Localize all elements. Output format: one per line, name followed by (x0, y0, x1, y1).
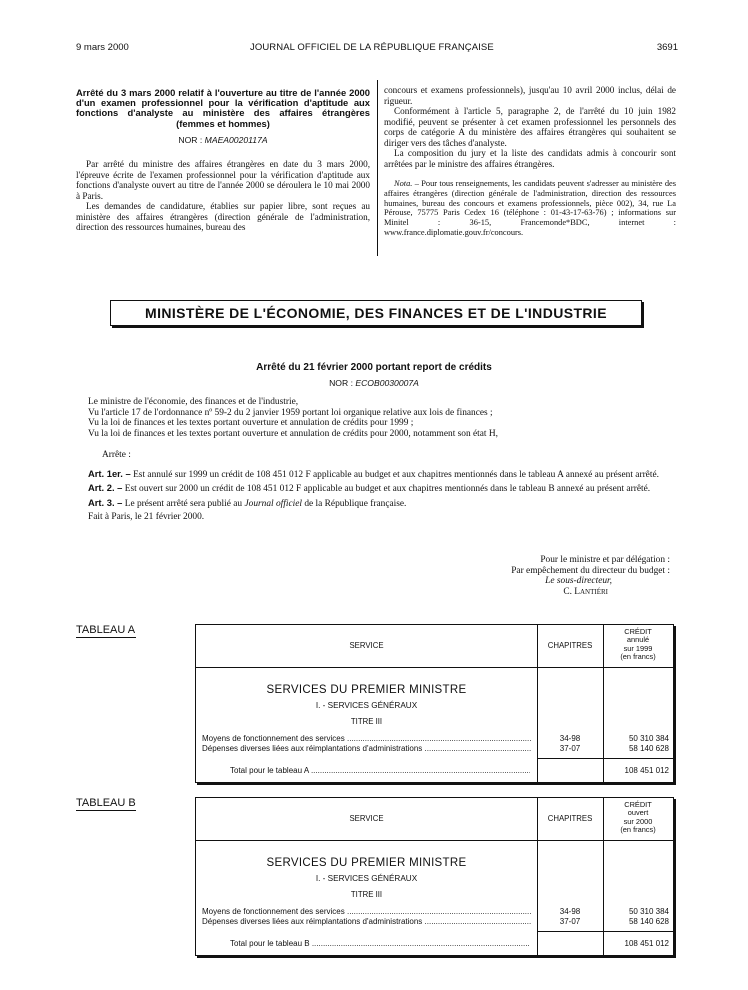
arrete1-nor-code: MAEA0020117A (204, 134, 268, 145)
arrete1-note (384, 179, 676, 238)
tableau-a (195, 624, 674, 783)
header-date: 9 mars 2000 (76, 42, 129, 53)
visa-2: Vu l'article 17 de l'ordonnance nº 59-2 du 2 janvier 1959 portant loi organique relative aux lois de finances ; (88, 407, 493, 418)
table-row (196, 734, 673, 744)
total-separator (537, 931, 673, 932)
arrete2-nor-code: ECOB0030007A (355, 378, 419, 388)
signature-line-1: Pour le ministre et par délégation : (540, 555, 670, 565)
table-row (196, 744, 673, 754)
visa-4: Vu la loi de finances et les textes portant ouverture et annulation de crédits pour 2000, notamment son état H, (88, 428, 498, 439)
section-titre: TITRE III (350, 890, 383, 899)
article-1 (88, 469, 680, 481)
article-3-text-a: Le présent arrêté sera publié au (122, 498, 245, 509)
arrete2-nor-label: NOR : (329, 378, 353, 388)
arrete1-paragraph-2: Les demandes de candidature, établies sur papier libre, sont reçues au ministère des affaires étrangères (direction générale de l'administration, direction des ressources humaines, bureau des (76, 201, 370, 233)
article-1-label: Art. 1er. – (88, 467, 131, 479)
arrete1-title: Arrêté du 3 mars 2000 relatif à l'ouverture au titre de l'année 2000 d'un examen professionnel pour la vérification d'aptitude aux fonctions d'analyste au ministère des affaires étrangères (femmes et hommes) (76, 87, 370, 129)
tableau-b-label: TABLEAU B (76, 797, 136, 809)
row-chapitre: 34-98 (559, 907, 581, 916)
note-text: – Pour tous renseignements, les candidats peuvent s'adresser au ministère des affaires étrangères (direction générale de l'administration, direction des ressources humaines, bureau des concours et examens professionnels, pièce 002), 34, rue La Pérouse, 75775 Paris Cedex 16 (téléphone : 01-43-17-63-76) ; informations sur Minitel : 36-15, Francemonde*BDC, internet : www.france.diplomatie.gouv.fr/concours. (384, 179, 676, 237)
credit-header-line: ouvert (627, 808, 649, 818)
header-page-number: 3691 (656, 42, 678, 53)
section-title: SERVICES DU PREMIER MINISTRE (266, 857, 467, 869)
column-header-service: SERVICE (349, 641, 384, 650)
arrete1-right-column (384, 85, 676, 238)
column-header-chapitres: CHAPITRES (547, 641, 593, 650)
credit-header-line: CRÉDIT (624, 627, 652, 636)
row-label: Moyens de fonctionnement des services ..... (202, 734, 532, 743)
table-row (196, 907, 673, 917)
article-2-text: Est ouvert sur 2000 un crédit de 108 451 012 F applicable au budget et aux chapitres mentionnés dans le tableau B annexé au présent arrêté. (122, 484, 651, 494)
row-label: Dépenses diverses liées aux réimplantations d'administrations ..... (202, 917, 532, 926)
arrete1-nor-label: NOR : (178, 134, 203, 145)
credit-header-line: CRÉDIT (624, 800, 652, 809)
row-chapitre: 37-07 (559, 917, 581, 926)
article-2-label: Art. 2. – (88, 482, 123, 493)
arrete2-nor (0, 378, 748, 388)
row-montant: 58 140 628 (628, 917, 669, 926)
row-chapitre: 37-07 (559, 744, 581, 753)
column-divider (377, 80, 378, 256)
column-header-service: SERVICE (349, 814, 384, 823)
article-3 (88, 498, 680, 510)
arrete-word: Arrête : (102, 450, 131, 460)
arrete2-title: Arrêté du 21 février 2000 portant report de crédits (256, 362, 492, 373)
ministry-banner (110, 300, 642, 326)
signature-block (400, 555, 670, 597)
article-1-text: Est annulé sur 1999 un crédit de 108 451 012 F applicable au budget et aux chapitres mentionnés dans le tableau A annexé au présent arrêté. (130, 469, 659, 480)
fait-a-paris: Fait à Paris, le 21 février 2000. (88, 512, 205, 522)
signature-name: C. Lantiéri (563, 586, 608, 597)
row-montant: 50 310 384 (628, 734, 669, 743)
row-label: Moyens de fonctionnement des services ..... (202, 907, 532, 916)
row-montant: 50 310 384 (628, 907, 669, 916)
column-header-credit (603, 801, 673, 835)
arrete1-paragraph-3: Conformément à l'article 5, paragraphe 2, de l'arrêté du 10 juin 1982 modifié, peuvent se présenter à cet examen professionnel les personnels des corps de catégorie A du ministère des affaires étrangères qui souhaitent se diriger vers des tâches d'analyste. (384, 106, 676, 148)
arrete1-paragraph-1: Par arrêté du ministre des affaires étrangères en date du 3 mars 2000, l'épreuve écrite de l'examen professionnel pour la vérification d'aptitude aux fonctions d'analyste ouvert au titre de l'année 2000 se déroulera le 10 mai 2000 à Paris. (76, 159, 370, 201)
total-amount: 108 451 012 (624, 766, 669, 775)
section-title: SERVICES DU PREMIER MINISTRE (266, 684, 467, 696)
credit-header-line: sur 1999 (623, 643, 653, 653)
arrete1-paragraph-2-continued: concours et examens professionnels), jusqu'au 10 avril 2000 inclus, délai de rigueur. (384, 85, 676, 106)
signature-line-2: Par empêchement du directeur du budget : (511, 565, 670, 576)
row-label: Dépenses diverses liées aux réimplantations d'administrations ..... (202, 744, 532, 753)
tableau-a-label: TABLEAU A (76, 624, 136, 636)
total-separator (537, 758, 673, 759)
visa-3: Vu la loi de finances et les textes portant ouverture et annulation de crédits pour 1999 ; (88, 418, 414, 428)
column-header-chapitres: CHAPITRES (547, 814, 593, 823)
section-subtitle: I. - SERVICES GÉNÉRAUX (315, 701, 418, 710)
article-3-journal: Journal officiel (244, 498, 303, 509)
credit-header-line: (en francs) (620, 825, 656, 835)
credit-header-line: (en francs) (620, 652, 656, 662)
section-titre: TITRE III (350, 717, 383, 726)
row-montant: 58 140 628 (628, 744, 669, 753)
credit-header-line: sur 2000 (623, 816, 653, 826)
arrete1-paragraph-4: La composition du jury et la liste des candidats admis à concourir sont arrêtées par le ministre des affaires étrangères. (384, 148, 676, 169)
column-header-credit (603, 628, 673, 662)
total-label: Total pour le tableau B ..... (230, 939, 530, 948)
total-row (196, 939, 673, 949)
row-chapitre: 34-98 (559, 734, 581, 743)
ministry-title: MINISTÈRE DE L'ÉCONOMIE, DES FINANCES ET DE L'INDUSTRIE (145, 305, 607, 321)
credit-header-line: annulé (626, 635, 650, 645)
visa-1: Le ministre de l'économie, des finances et de l'industrie, (88, 397, 299, 407)
tableau-b (195, 797, 674, 956)
total-row (196, 766, 673, 776)
arrete2-body (88, 397, 680, 523)
section-subtitle: I. - SERVICES GÉNÉRAUX (315, 874, 418, 883)
signature-line-3: Le sous-directeur, (545, 576, 612, 586)
header-journal-title: JOURNAL OFFICIEL DE LA RÉPUBLIQUE FRANÇAISE (250, 42, 494, 53)
total-amount: 108 451 012 (624, 939, 669, 948)
article-2 (88, 483, 680, 495)
note-label: Nota. (394, 179, 413, 188)
total-label: Total pour le tableau A ..... (230, 766, 530, 775)
arrete1-nor (76, 135, 370, 146)
article-3-text-b: de la République française. (302, 498, 407, 509)
table-row (196, 917, 673, 927)
arrete1-left-column (76, 88, 370, 233)
article-3-label: Art. 3. – (88, 496, 123, 508)
